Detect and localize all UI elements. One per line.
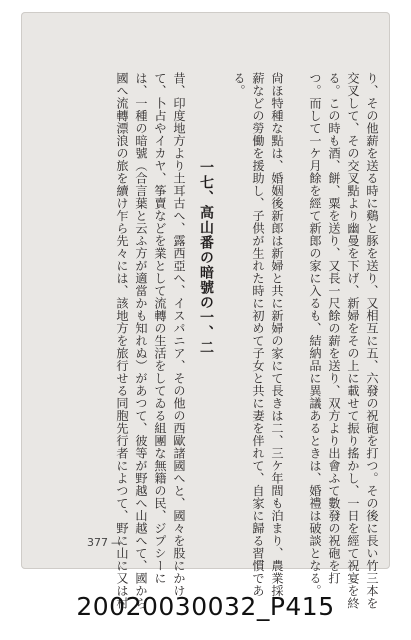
body-column: は、一種の暗號（合言葉と云ふ方が適當かも知れぬ）があつて、彼等が野越へ山越へて、國から [134,72,148,610]
section-heading: 一七、高山番の暗號の一、二 [198,160,214,355]
body-column: つ。而して一ケ月餘を經て新郎の家に入るも、結納品に異議あるときは、婚禮は破談となる。 [308,72,322,597]
body-column: 國へ流轉漂浪の旅を續け乍ら先々には、該地方を旅行せる同胞先行者によつて、野に山に又は村 [115,72,129,610]
page-number: 377 ― [87,536,123,549]
body-column: 薪などの勞働を援助し、子供が生れた時に初めて子女と共に妻を伴れて、自家に歸る習慣であ [251,72,265,597]
body-column: り、その他薪を送る時に鷄と豚を送り、又相互に五、六發の祝砲を打つ。その後に長い竹三本を [365,72,379,610]
body-column: る。この時も酒、餅、粟を送り、又長一尺餘の薪を送り、双方より出會ふて數發の祝砲を打 [327,72,341,585]
body-column: 昔、印度地方より土耳古へ、露西亞へ、イスパニア、その他の西歐諸國へと、國々を股にかけ [172,72,186,597]
body-column: て、卜占やイカヤ、筝賣などを業として流轉の生活をしてゐる組團な無籍の民、ジプシーに [153,72,167,585]
body-column: 交叉して、その交叉點より幽曼を下げ、新婦をその上に載せて振り搖かし、一日を經て祝宴を終 [346,72,360,610]
body-column: 尙ほ特種な點は、婚姻後新郎は新婦と共に新婦の家にて長きは二、三ケ年間も泊まり、農業採 [270,72,284,597]
body-column: る。 [232,72,246,97]
image-caption: 20020030032_P415 [76,592,335,621]
